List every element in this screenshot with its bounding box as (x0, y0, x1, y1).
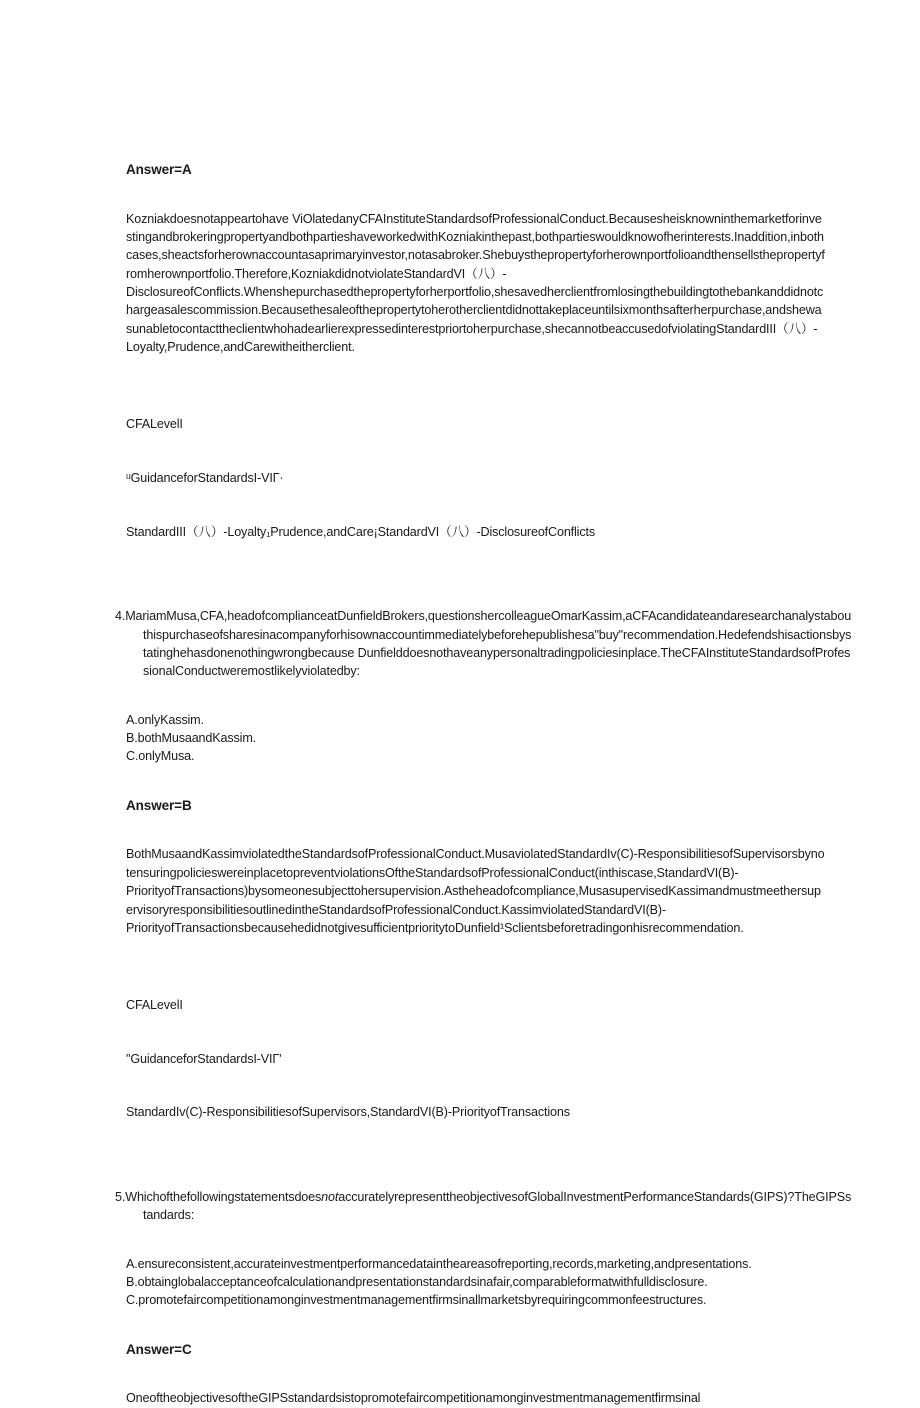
spacer (126, 357, 826, 381)
answer-a-heading: Answer=A (126, 162, 192, 177)
spacer (126, 937, 826, 961)
question-5-number: 5. (115, 1189, 126, 1204)
reference-block-a (126, 381, 826, 578)
explanation-b-paragraph-3: PriorityofTransactionsbecausehedidnotgivesufficientprioritytoDunfield¹Sclientsbeforetradingonhisrecommendation. (126, 920, 744, 935)
spacer (126, 766, 826, 796)
spacer (126, 815, 826, 845)
explanation-a-paragraph-3: Loyalty,Prudence,andCarewitheitherclient. (126, 340, 355, 355)
spacer (126, 1310, 826, 1340)
question-5-option-c[interactable]: C.promotefaircompetitionamonginvestmentmanagementfirmsinallmarketsbyrequiringcommonfeestructures. (126, 1293, 707, 1308)
question-5-text-before: Whichofthefollowingstatementsdoes (125, 1189, 322, 1204)
answer-c-heading: Answer=C (126, 1341, 192, 1357)
question-5-option-b[interactable]: B.obtainglobalacceptanceofcalculationandpresentationstandardsinafair,comparableformatwithfulldisclosure. (126, 1275, 708, 1289)
question-5-emphasis-not: not (321, 1189, 339, 1204)
reference-b-level: CFALevelI (126, 998, 183, 1012)
question-4-number: 4. (115, 609, 126, 624)
question-4-option-a[interactable]: A.onlyKassim. (126, 712, 204, 727)
spacer (126, 1359, 826, 1389)
question-5 (115, 1188, 854, 1225)
answer-b-heading: Answer=B (126, 797, 192, 813)
explanation-b-paragraph-2: PriorityofTransactions)bysomeonesubjecttohersupervision.Astheheadofcompliance,MusasupervisedKassimandmustmeethersupervisoryresponsibilitiesoutlinedintheStandardsofProfessionalConduct.KassimviolatedStandardVI(B)- (126, 884, 821, 917)
explanation-a-paragraph-2: DisclosureofConflicts.Whenshepurchasedthepropertyforherportfolio,shesavedherclientfromlosingthebuildingtothebankanddidnotchargeasalescommission.Becausethesaleofthepropertytoherotherclientdidnottakeplaceuntilsixmonthsafterherpurchase,andshewasunabletocontacttheclientwhohadearlierexpressedinterestpriortoherpurchase,shecannotbeaccusedofviolatingStandardIII（八）- (126, 285, 824, 336)
explanation-a-paragraph-1: Kozniakdoesnotappeartohave ViOlatedanyCFAInstituteStandardsofProfessionalConduct.BecausesheisknowninthemarketforinvestingandbrokeringpropertyandbothpartieshaveworkedwithKozniakinthepast,bothpartieswouldknowofherinterests.Inaddition,inbothcases,sheactsforherownaccountasaprimaryinvestor,notasabroker.Shebuysthepropertyforherownportfolioandthensellsthepropertyfromherownportfolio.Therefore,KozniakdidnotviolateStandardVI（八）- (126, 211, 825, 281)
spacer (126, 180, 826, 210)
reference-b-standards: StandardIv(C)-ResponsibilitiesofSupervisors,StandardVI(B)-PriorityofTransactions (126, 1105, 570, 1120)
spacer (126, 1225, 826, 1255)
question-4-options (126, 711, 826, 766)
document-content (115, 160, 852, 1408)
spacer (126, 681, 826, 711)
question-4-option-c[interactable]: C.onlyMusa. (126, 749, 195, 764)
question-5-option-a[interactable]: A.ensureconsistent,accurateinvestmentperformancedataintheareasofreporting,records,marketing,andpresentations. (126, 1256, 752, 1271)
explanation-c-paragraph-1: OneoftheobjectivesoftheGIPSstandardsistopromotefaircompetitionamonginvestmentmanagementfirmsinal (126, 1391, 701, 1406)
question-5-text-after: accuratelyrepresenttheobjectivesofGlobalInvestmentPerformanceStandards(GIPS)?TheGIPSstandards: (143, 1189, 852, 1223)
explanation-b-paragraph-1: BothMusaandKassimviolatedtheStandardsofProfessionalConduct.MusaviolatedStandardIv(C)-ResponsibilitiesofSupervisorsbynotensuringpolicieswereinplacetopreventviolationsOftheStandardsofProfessionalConduct(inthiscase,StandardVI(B)- (126, 847, 825, 880)
question-4-option-b[interactable]: B.bothMusaandKassim. (126, 731, 257, 746)
reference-b-guidance: "GuidanceforStandardsI-VIΓ' (126, 1051, 282, 1066)
question-4 (115, 607, 854, 681)
question-4-text: MariamMusa,CFA,headofcomplianceatDunfieldBrokers,questionshercolleagueOmarKassim,aCFAcandidateandaresearchanalystabouthispurchaseofsharesinacompanyforhisownaccountimmediatelybeforehepublishesa"buy"recommendation.Hedefendshisactionsbystatinghehasdonenothingwrongbecause Dunfielddoesnothaveanypersonaltradingpoliciesinplace.TheCFAInstituteStandardsofProfessionalConductweremostlikelyviolatedby: (125, 609, 852, 679)
spacer (126, 1158, 826, 1188)
reference-a-level: CFALevelI (126, 417, 183, 432)
question-5-options (126, 1255, 826, 1310)
reference-block-b (126, 961, 826, 1158)
spacer (126, 577, 826, 607)
reference-a-standards: StandardIII（八）-Loyalty₁Prudence,andCare¡StandardVI（八）-DisclosureofConflicts (126, 524, 595, 539)
reference-a-guidance: ᵘGuidanceforStandardsI-VIΓ· (126, 470, 284, 485)
